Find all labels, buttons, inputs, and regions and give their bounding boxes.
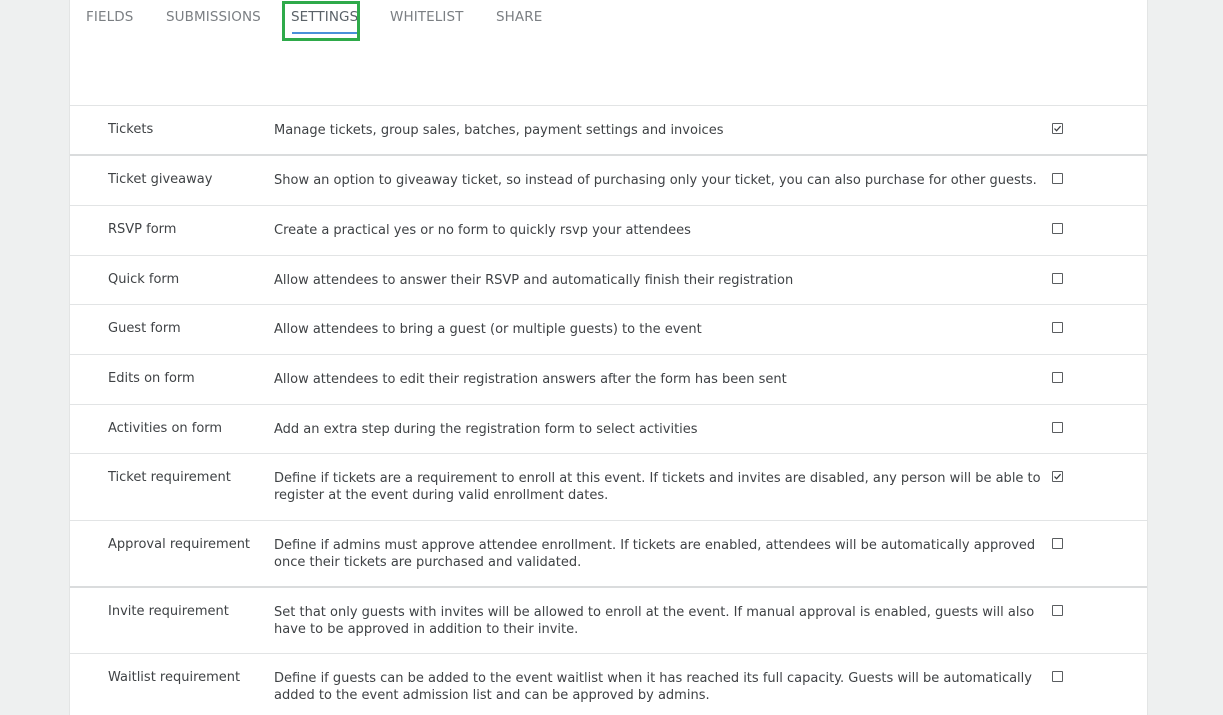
setting-checkbox[interactable] (1052, 605, 1063, 616)
setting-checkbox[interactable] (1052, 123, 1063, 134)
settings-row-ticket-requirement (70, 454, 1147, 521)
setting-name: Waitlist requirement (108, 670, 241, 685)
setting-name: Tickets (108, 122, 154, 137)
setting-description: Add an extra step during the registration form to select activities (274, 422, 698, 437)
setting-name: Ticket giveaway (108, 172, 213, 187)
setting-checkbox[interactable] (1052, 273, 1063, 284)
setting-name: Guest form (108, 321, 181, 336)
setting-checkbox[interactable] (1052, 322, 1063, 333)
setting-description: Define if admins must approve attendee enrollment. If tickets are enabled, attendees will be automatically approved once their tickets are purchased and validated. (274, 538, 1036, 570)
settings-row-guest-form (70, 305, 1147, 355)
setting-description: Show an option to giveaway ticket, so instead of purchasing only your ticket, you can also purchase for other guests. (274, 173, 1037, 188)
setting-name: Activities on form (108, 421, 223, 436)
setting-name: Quick form (108, 272, 180, 287)
setting-checkbox[interactable] (1052, 372, 1063, 383)
settings-row-invite-requirement (70, 588, 1147, 654)
tab-settings-highlight-box (282, 1, 360, 41)
tab-bar (70, 0, 1147, 40)
setting-description: Create a practical yes or no form to quickly rsvp your attendees (274, 223, 691, 238)
setting-checkbox[interactable] (1052, 471, 1063, 482)
setting-name: Approval requirement (108, 537, 251, 552)
setting-checkbox[interactable] (1052, 223, 1063, 234)
setting-description: Set that only guests with invites will be allowed to enroll at the event. If manual approval is enabled, guests will also have to be approved in addition to their invite. (274, 605, 1035, 637)
checkmark-icon (1053, 472, 1062, 481)
settings-card (69, 0, 1148, 715)
settings-row-rsvp-form (70, 206, 1147, 256)
setting-checkbox[interactable] (1052, 173, 1063, 184)
settings-row-activities-on-form (70, 405, 1147, 454)
setting-checkbox[interactable] (1052, 538, 1063, 549)
setting-name: Edits on form (108, 371, 195, 386)
setting-description: Manage tickets, group sales, batches, payment settings and invoices (274, 123, 724, 138)
tab-submissions[interactable]: SUBMISSIONS (166, 9, 261, 25)
tab-share[interactable]: SHARE (496, 9, 543, 25)
setting-description: Allow attendees to answer their RSVP and automatically finish their registration (274, 273, 794, 288)
settings-table (70, 105, 1147, 715)
setting-name: Ticket requirement (108, 470, 231, 485)
setting-description: Allow attendees to bring a guest (or multiple guests) to the event (274, 322, 702, 337)
tab-settings[interactable]: SETTINGS (291, 9, 358, 25)
settings-row-approval-requirement (70, 521, 1147, 588)
setting-checkbox[interactable] (1052, 671, 1063, 682)
setting-name: Invite requirement (108, 604, 229, 619)
setting-description: Define if guests can be added to the event waitlist when it has reached its full capacity. Guests will be automatically added to the event admission list and can be approved by admins. (274, 671, 1032, 703)
settings-row-edits-on-form (70, 355, 1147, 405)
settings-row-quick-form (70, 256, 1147, 305)
checkmark-icon (1053, 124, 1062, 133)
settings-row-waitlist-requirement (70, 654, 1147, 715)
setting-description: Define if tickets are a requirement to enroll at this event. If tickets and invites are disabled, any person will be able to register at the event during valid enrollment dates. (274, 471, 1041, 503)
tab-fields[interactable]: FIELDS (86, 9, 134, 25)
setting-name: RSVP form (108, 222, 177, 237)
settings-row-tickets (70, 106, 1147, 156)
settings-row-ticket-giveaway (70, 156, 1147, 206)
setting-description: Allow attendees to edit their registration answers after the form has been sent (274, 372, 787, 387)
setting-checkbox[interactable] (1052, 422, 1063, 433)
tab-whitelist[interactable]: WHITELIST (390, 9, 464, 25)
